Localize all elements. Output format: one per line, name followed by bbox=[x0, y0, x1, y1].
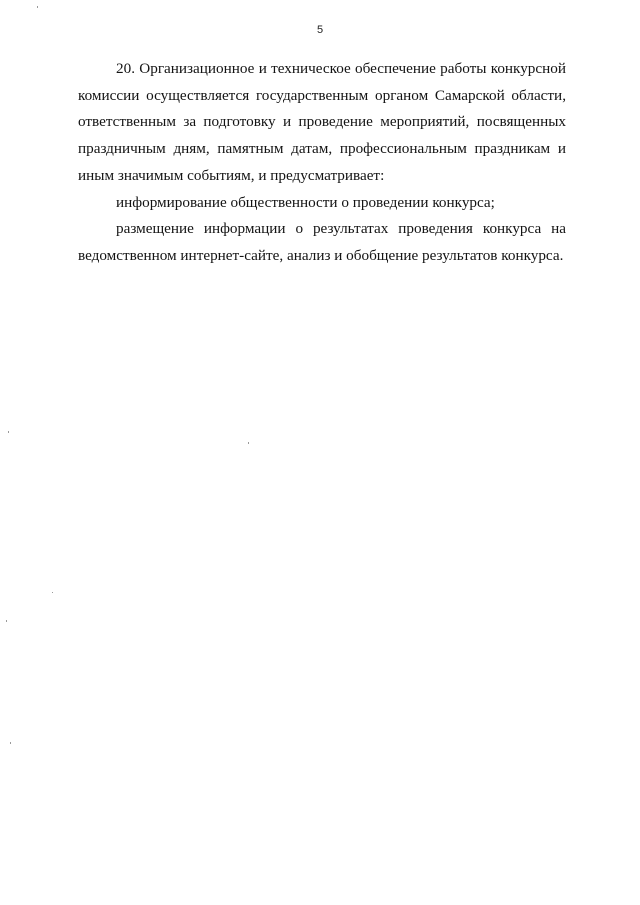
document-body bbox=[78, 56, 566, 270]
scan-speck bbox=[37, 6, 38, 8]
list-item-inform-public: информирование общественности о проведении конкурса; bbox=[116, 193, 495, 211]
paragraph-20: 20. Организационное и техническое обеспечение работы конкурсной комиссии осуществляется государственным органом Самарской области, ответственным за подготовку и проведение мероприятий, посвященных праздничным дням, памятным датам, профессиональным праздникам и иным значимым событиям, и предусматривает: bbox=[78, 60, 566, 184]
scan-speck bbox=[10, 742, 11, 744]
page-number: 5 bbox=[316, 24, 324, 36]
list-item-publish-results: размещение информации о результатах проведения конкурса на ведомственном интернет-сайте, анализ и обобщение результатов конкурса. bbox=[78, 220, 566, 264]
scan-speck bbox=[248, 442, 249, 444]
scan-speck bbox=[8, 431, 9, 433]
scan-speck bbox=[6, 620, 7, 622]
scan-speck bbox=[52, 592, 53, 593]
